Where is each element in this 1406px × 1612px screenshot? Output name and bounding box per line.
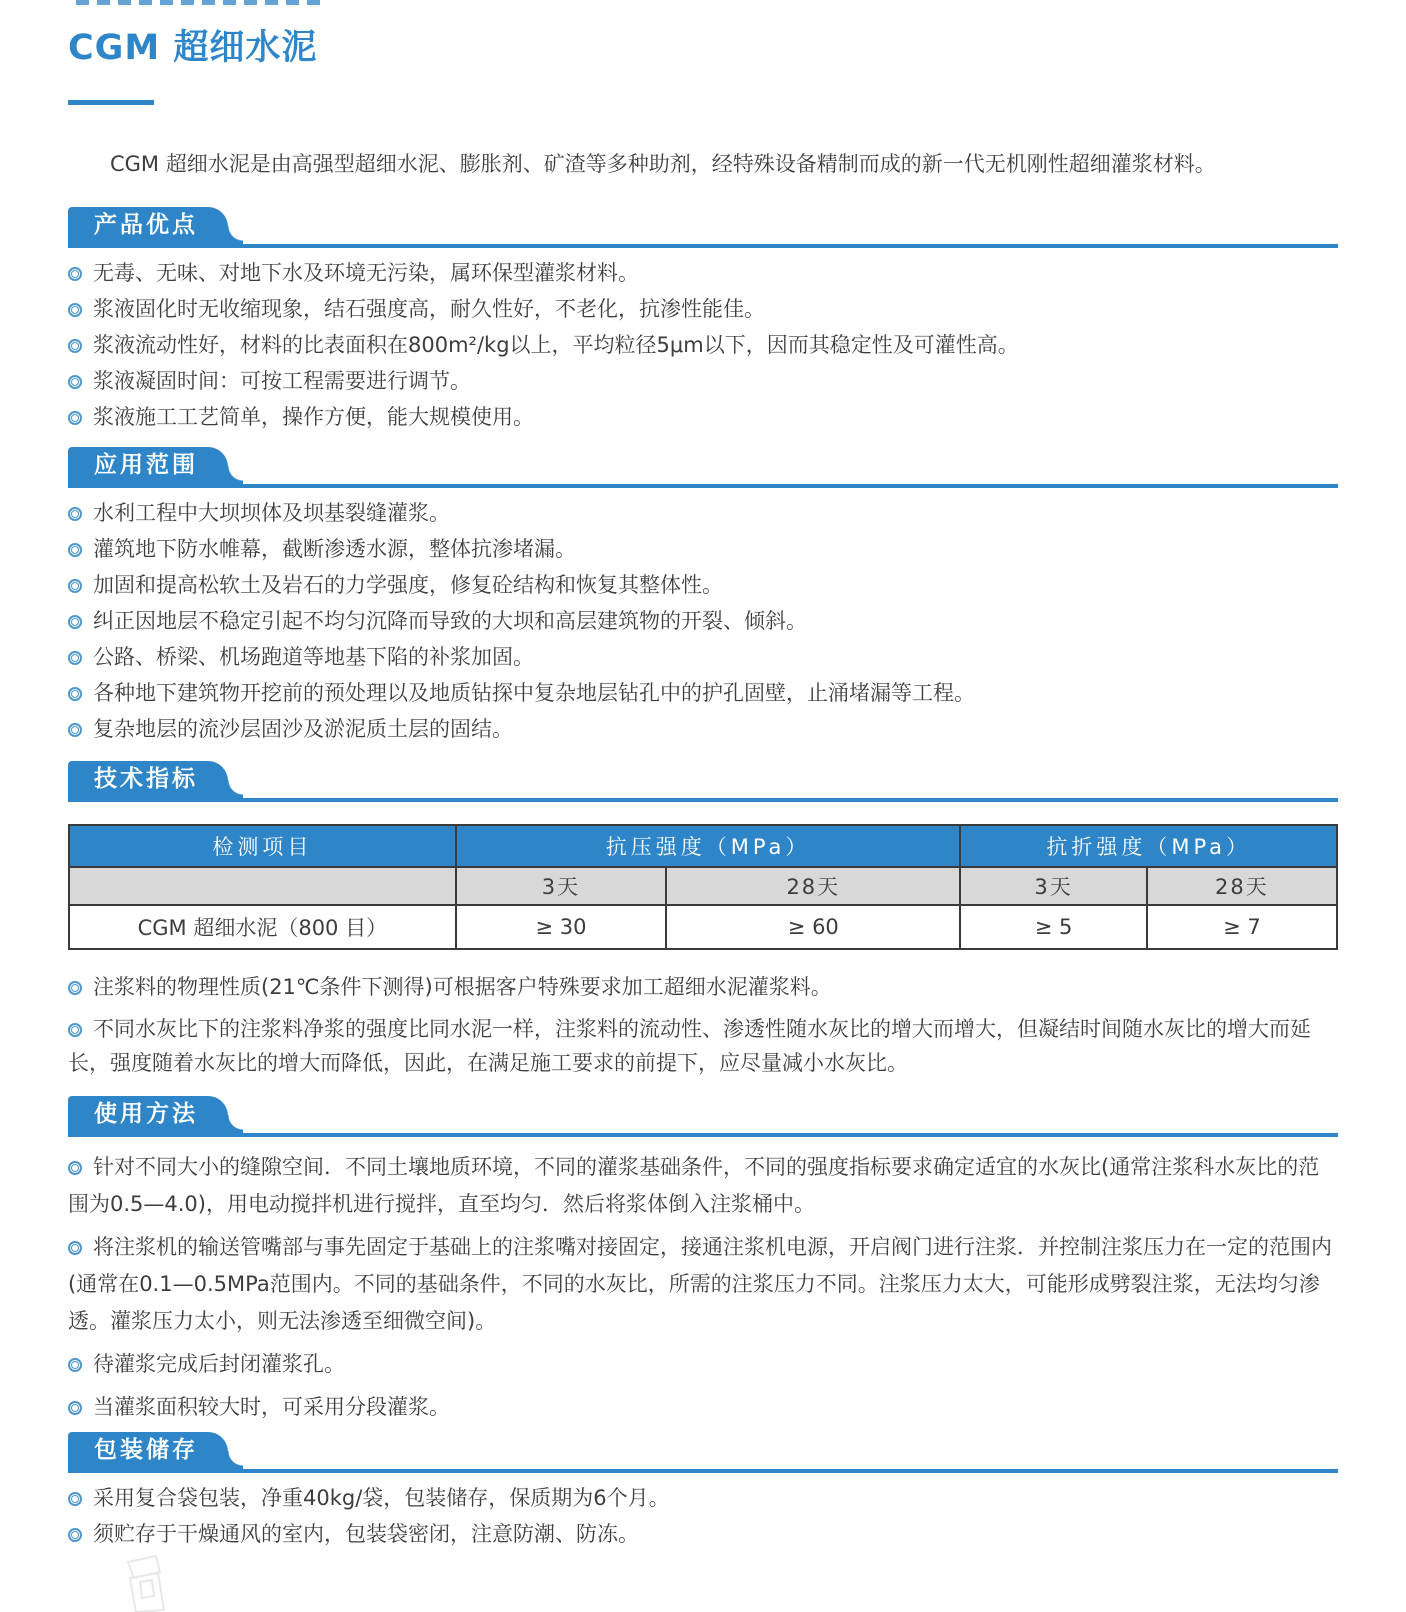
table-row	[69, 905, 1337, 949]
usage-list	[68, 1149, 1338, 1426]
list-item	[68, 646, 1338, 669]
technical-table	[68, 824, 1338, 950]
section-header-rule	[68, 207, 1338, 248]
bullseye-icon	[68, 303, 82, 317]
list-item-text: 采用复合袋包装，净重40kg/袋，包装储存，保质期为6个月。	[93, 1486, 670, 1510]
list-item-text: 无毒、无味、对地下水及环境无污染，属环保型灌浆材料。	[93, 261, 639, 285]
table-header-cell: 检测项目	[69, 825, 456, 867]
table-cell-value: ≥ 60	[666, 905, 960, 949]
table-subheader-cell: 3天	[456, 867, 666, 905]
note-text: 注浆料的物理性质(21℃条件下测得)可根据客户特殊要求加工超细水泥灌浆料。	[93, 975, 832, 999]
packaging-list	[68, 1487, 1338, 1546]
bullseye-icon	[68, 1492, 82, 1506]
section-tab-packaging: 包装储存	[68, 1432, 228, 1469]
list-item-text: 灌筑地下防水帷幕，截断渗透水源，整体抗渗堵漏。	[93, 537, 576, 561]
table-cell-product: CGM 超细水泥（800 目）	[69, 905, 456, 949]
bullseye-icon	[68, 1401, 82, 1415]
table-subheader-cell: 28天	[1147, 867, 1337, 905]
table-subheader-cell: 3天	[960, 867, 1146, 905]
list-item-text: 针对不同大小的缝隙空间．不同土壤地质环境，不同的灌浆基础条件，不同的强度指标要求确定适宜的水灰比(通常注浆科水灰比的范围为0.5—4.0)，用电动搅拌机进行搅拌，直至均匀．然后将浆体倒入注浆桶中。	[68, 1155, 1320, 1216]
section-tab-technical: 技术指标	[68, 761, 228, 798]
list-item	[68, 262, 1338, 285]
bullseye-icon	[68, 1161, 82, 1175]
table-header-row	[69, 825, 1337, 867]
list-item	[68, 370, 1338, 393]
table-subheader-row	[69, 867, 1337, 905]
bullseye-icon	[68, 615, 82, 629]
list-item-text: 须贮存于干燥通风的室内，包装袋密闭，注意防潮、防冻。	[93, 1522, 639, 1546]
bullseye-icon	[68, 981, 82, 995]
table-header-cell: 抗压强度（MPa）	[456, 825, 961, 867]
section-tab-applications: 应用范围	[68, 447, 228, 484]
table-header-cell: 抗折强度（MPa）	[960, 825, 1337, 867]
bullseye-icon	[68, 723, 82, 737]
clipped-header-fragment	[76, 0, 324, 5]
list-item	[68, 574, 1338, 597]
section-header-rule	[68, 1432, 1338, 1473]
list-item-text: 当灌浆面积较大时，可采用分段灌浆。	[93, 1395, 450, 1419]
list-item-text: 浆液凝固时间：可按工程需要进行调节。	[93, 369, 471, 393]
applications-list	[68, 502, 1338, 741]
bullseye-icon	[68, 1023, 82, 1037]
bullseye-icon	[68, 651, 82, 665]
list-item	[68, 1346, 1338, 1383]
bullseye-icon	[68, 411, 82, 425]
list-item-text: 浆液固化时无收缩现象，结石强度高，耐久性好，不老化，抗渗性能佳。	[93, 297, 765, 321]
list-item-text: 浆液流动性好，材料的比表面积在800m²/kg以上，平均粒径5μm以下，因而其稳定性及可灌性高。	[93, 333, 1019, 357]
page-title: CGM 超细水泥	[68, 28, 318, 68]
list-item	[68, 718, 1338, 741]
list-item	[68, 334, 1338, 357]
list-item	[68, 1523, 1338, 1546]
section-applications	[68, 447, 1338, 741]
bullseye-icon	[68, 1358, 82, 1372]
note-item	[68, 970, 1338, 1004]
note-item	[68, 1012, 1338, 1080]
bullseye-icon	[68, 1528, 82, 1542]
section-packaging	[68, 1432, 1338, 1546]
bullseye-icon	[68, 579, 82, 593]
section-header-rule	[68, 761, 1338, 802]
list-item	[68, 1389, 1338, 1426]
table-subheader-cell: 28天	[666, 867, 960, 905]
list-item-text: 纠正因地层不稳定引起不均匀沉降而导致的大坝和高层建筑物的开裂、倾斜。	[93, 609, 807, 633]
list-item	[68, 406, 1338, 429]
table-subheader-cell	[69, 867, 456, 905]
technical-notes	[68, 970, 1338, 1080]
table-cell-value: ≥ 7	[1147, 905, 1337, 949]
watermark-graphic	[100, 1552, 190, 1612]
section-advantages	[68, 207, 1338, 429]
section-header-rule	[68, 1096, 1338, 1137]
intro-paragraph: CGM 超细水泥是由高强型超细水泥、膨胀剂、矿渣等多种助剂，经特殊设备精制而成的新一代无机刚性超细灌浆材料。	[110, 152, 1216, 176]
list-item	[68, 538, 1338, 561]
list-item-text: 公路、桥梁、机场跑道等地基下陷的补浆加固。	[93, 645, 534, 669]
bullseye-icon	[68, 507, 82, 521]
list-item-text: 将注浆机的输送管嘴部与事先固定于基础上的注浆嘴对接固定，接通注浆机电源，开启阀门进行注浆．并控制注浆压力在一定的范围内(通常在0.1—0.5MPa范围内。不同的基础条件，不同的水灰比，所需的注浆压力不同。注浆压力太大，可能形成劈裂注浆，无法均匀渗透。灌浆压力太小，则无法渗透至细微空间)。	[68, 1235, 1332, 1333]
title-underline	[68, 100, 154, 105]
list-item	[68, 298, 1338, 321]
list-item-text: 待灌浆完成后封闭灌浆孔。	[93, 1352, 345, 1376]
bullseye-icon	[68, 339, 82, 353]
table-cell-value: ≥ 30	[456, 905, 666, 949]
bullseye-icon	[68, 543, 82, 557]
list-item-text: 各种地下建筑物开挖前的预处理以及地质钻探中复杂地层钻孔中的护孔固壁，止涌堵漏等工程。	[93, 681, 975, 705]
list-item-text: 浆液施工工艺简单，操作方便，能大规模使用。	[93, 405, 534, 429]
list-item	[68, 1149, 1338, 1223]
section-tab-advantages: 产品优点	[68, 207, 228, 244]
bullseye-icon	[68, 267, 82, 281]
list-item	[68, 1487, 1338, 1510]
section-tab-usage: 使用方法	[68, 1096, 228, 1133]
table-cell-value: ≥ 5	[960, 905, 1146, 949]
list-item-text: 水利工程中大坝坝体及坝基裂缝灌浆。	[93, 501, 450, 525]
list-item	[68, 682, 1338, 705]
bullseye-icon	[68, 375, 82, 389]
bullseye-icon	[68, 687, 82, 701]
list-item-text: 加固和提高松软土及岩石的力学强度，修复砼结构和恢复其整体性。	[93, 573, 723, 597]
list-item	[68, 1229, 1338, 1340]
list-item	[68, 610, 1338, 633]
advantages-list	[68, 262, 1338, 429]
note-text: 不同水灰比下的注浆料净浆的强度比同水泥一样，注浆料的流动性、渗透性随水灰比的增大而增大，但凝结时间随水灰比的增大而延长，强度随着水灰比的增大而降低，因此，在满足施工要求的前提下，应尽量减小水灰比。	[68, 1017, 1311, 1075]
section-header-rule	[68, 447, 1338, 488]
list-item	[68, 502, 1338, 525]
section-technical	[68, 761, 1338, 1080]
section-usage	[68, 1096, 1338, 1426]
bullseye-icon	[68, 1241, 82, 1255]
list-item-text: 复杂地层的流沙层固沙及淤泥质土层的固结。	[93, 717, 513, 741]
